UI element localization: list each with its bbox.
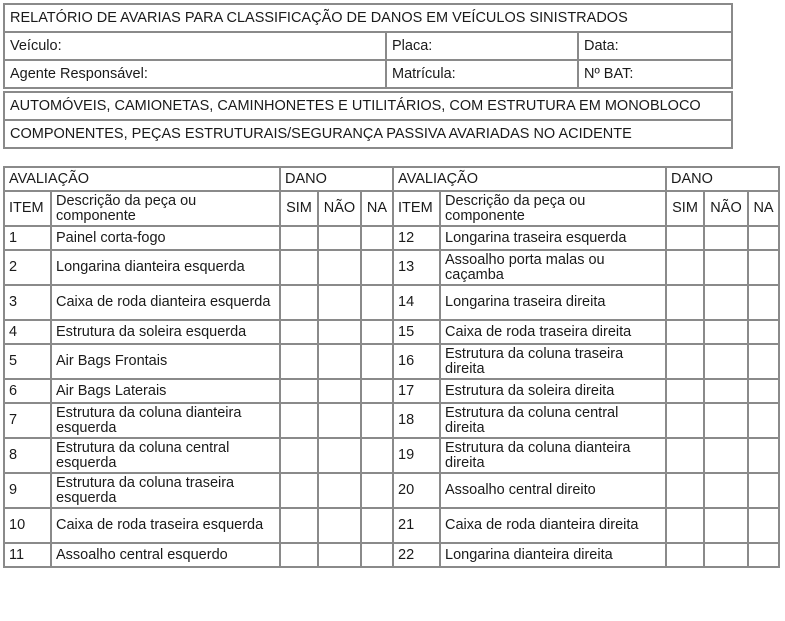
component-description: Caixa de roda dianteira esquerda (51, 285, 280, 320)
table-row (4, 508, 779, 543)
avaliacao-header-left: AVALIAÇÃO (4, 167, 280, 191)
data-field[interactable]: Data: (578, 32, 732, 60)
na-header: NA (748, 191, 779, 226)
na-checkbox[interactable] (361, 379, 393, 403)
nao-checkbox[interactable] (318, 473, 361, 508)
sim-checkbox[interactable] (280, 473, 318, 508)
veiculo-field[interactable]: Veículo: (4, 32, 386, 60)
description-header: Descrição da peça ou componente (51, 191, 280, 226)
na-checkbox[interactable] (748, 379, 779, 403)
na-checkbox[interactable] (361, 226, 393, 250)
item-number: 17 (393, 379, 440, 403)
components-subtitle: COMPONENTES, PEÇAS ESTRUTURAIS/SEGURANÇA PASSIVA AVARIADAS NO ACIDENTE (4, 120, 732, 148)
component-description: Assoalho porta malas ou caçamba (440, 250, 666, 285)
table-row (4, 403, 779, 438)
na-checkbox[interactable] (748, 226, 779, 250)
item-number: 7 (4, 403, 51, 438)
vehicle-category: AUTOMÓVEIS, CAMIONETAS, CAMINHONETES E UTILITÁRIOS, COM ESTRUTURA EM MONOBLOCO (4, 92, 732, 120)
component-description: Estrutura da soleira direita (440, 379, 666, 403)
sim-checkbox[interactable] (666, 543, 704, 567)
report-header (3, 3, 733, 149)
na-checkbox[interactable] (748, 508, 779, 543)
table-row (4, 320, 779, 344)
component-description: Caixa de roda dianteira direita (440, 508, 666, 543)
component-description: Estrutura da soleira esquerda (51, 320, 280, 344)
table-row (4, 250, 779, 285)
component-description: Caixa de roda traseira esquerda (51, 508, 280, 543)
component-description: Longarina traseira direita (440, 285, 666, 320)
sim-checkbox[interactable] (280, 285, 318, 320)
nao-checkbox[interactable] (704, 250, 748, 285)
item-number: 3 (4, 285, 51, 320)
item-number: 16 (393, 344, 440, 379)
sim-checkbox[interactable] (666, 403, 704, 438)
sim-checkbox[interactable] (666, 379, 704, 403)
item-number: 15 (393, 320, 440, 344)
component-description: Estrutura da coluna traseira direita (440, 344, 666, 379)
component-description: Caixa de roda traseira direita (440, 320, 666, 344)
nao-checkbox[interactable] (318, 543, 361, 567)
sim-checkbox[interactable] (280, 379, 318, 403)
item-number: 14 (393, 285, 440, 320)
na-checkbox[interactable] (748, 473, 779, 508)
table-row (4, 285, 779, 320)
nao-checkbox[interactable] (318, 403, 361, 438)
na-checkbox[interactable] (748, 250, 779, 285)
nao-checkbox[interactable] (704, 379, 748, 403)
nao-checkbox[interactable] (318, 508, 361, 543)
nao-checkbox[interactable] (704, 344, 748, 379)
item-number: 11 (4, 543, 51, 567)
dano-header-right: DANO (666, 167, 779, 191)
component-description: Estrutura da coluna dianteira esquerda (51, 403, 280, 438)
component-description: Longarina dianteira direita (440, 543, 666, 567)
item-number: 12 (393, 226, 440, 250)
nao-checkbox[interactable] (704, 508, 748, 543)
table-row (4, 344, 779, 379)
item-number: 1 (4, 226, 51, 250)
component-description: Assoalho central direito (440, 473, 666, 508)
item-header: ITEM (393, 191, 440, 226)
na-header: NA (361, 191, 393, 226)
item-number: 5 (4, 344, 51, 379)
na-checkbox[interactable] (361, 473, 393, 508)
sim-checkbox[interactable] (666, 438, 704, 473)
nao-checkbox[interactable] (318, 344, 361, 379)
table-row (4, 473, 779, 508)
damage-assessment-table (3, 166, 780, 568)
table-row (4, 543, 779, 567)
sim-checkbox[interactable] (280, 226, 318, 250)
item-number: 8 (4, 438, 51, 473)
nao-checkbox[interactable] (318, 250, 361, 285)
dano-header-left: DANO (280, 167, 393, 191)
sim-checkbox[interactable] (280, 508, 318, 543)
sim-header: SIM (280, 191, 318, 226)
sim-checkbox[interactable] (280, 438, 318, 473)
report-title: RELATÓRIO DE AVARIAS PARA CLASSIFICAÇÃO DE DANOS EM VEÍCULOS SINISTRADOS (4, 4, 732, 32)
sim-checkbox[interactable] (280, 320, 318, 344)
item-number: 2 (4, 250, 51, 285)
nao-checkbox[interactable] (704, 226, 748, 250)
na-checkbox[interactable] (361, 344, 393, 379)
na-checkbox[interactable] (748, 543, 779, 567)
item-number: 18 (393, 403, 440, 438)
component-description: Estrutura da coluna central direita (440, 403, 666, 438)
sim-checkbox[interactable] (666, 508, 704, 543)
sim-checkbox[interactable] (280, 344, 318, 379)
na-checkbox[interactable] (748, 344, 779, 379)
nao-checkbox[interactable] (704, 473, 748, 508)
nao-checkbox[interactable] (318, 285, 361, 320)
item-number: 19 (393, 438, 440, 473)
sim-checkbox[interactable] (666, 226, 704, 250)
na-checkbox[interactable] (361, 285, 393, 320)
table-row (4, 226, 779, 250)
nao-header: NÃO (704, 191, 748, 226)
nao-checkbox[interactable] (704, 285, 748, 320)
na-checkbox[interactable] (748, 403, 779, 438)
nao-checkbox[interactable] (704, 320, 748, 344)
nao-checkbox[interactable] (704, 403, 748, 438)
matricula-field[interactable]: Matrícula: (386, 60, 578, 88)
sim-checkbox[interactable] (666, 344, 704, 379)
component-description: Estrutura da coluna dianteira direita (440, 438, 666, 473)
nao-checkbox[interactable] (318, 226, 361, 250)
item-number: 4 (4, 320, 51, 344)
item-number: 6 (4, 379, 51, 403)
component-description: Longarina dianteira esquerda (51, 250, 280, 285)
item-number: 22 (393, 543, 440, 567)
na-checkbox[interactable] (748, 320, 779, 344)
bat-number-field[interactable]: Nº BAT: (578, 60, 732, 88)
nao-checkbox[interactable] (318, 438, 361, 473)
sim-checkbox[interactable] (280, 543, 318, 567)
na-checkbox[interactable] (361, 438, 393, 473)
component-description: Estrutura da coluna traseira esquerda (51, 473, 280, 508)
component-description: Air Bags Laterais (51, 379, 280, 403)
item-number: 21 (393, 508, 440, 543)
item-number: 10 (4, 508, 51, 543)
component-description: Estrutura da coluna central esquerda (51, 438, 280, 473)
item-number: 13 (393, 250, 440, 285)
nao-checkbox[interactable] (318, 320, 361, 344)
avaliacao-header-right: AVALIAÇÃO (393, 167, 666, 191)
sim-checkbox[interactable] (666, 473, 704, 508)
na-checkbox[interactable] (361, 508, 393, 543)
item-number: 9 (4, 473, 51, 508)
sim-checkbox[interactable] (280, 403, 318, 438)
sim-checkbox[interactable] (666, 320, 704, 344)
sim-checkbox[interactable] (666, 285, 704, 320)
table-row (4, 379, 779, 403)
item-header: ITEM (4, 191, 51, 226)
component-description: Air Bags Frontais (51, 344, 280, 379)
sim-checkbox[interactable] (666, 250, 704, 285)
description-header: Descrição da peça ou componente (440, 191, 666, 226)
na-checkbox[interactable] (748, 285, 779, 320)
na-checkbox[interactable] (361, 543, 393, 567)
na-checkbox[interactable] (361, 250, 393, 285)
item-number: 20 (393, 473, 440, 508)
component-description: Assoalho central esquerdo (51, 543, 280, 567)
na-checkbox[interactable] (361, 403, 393, 438)
sim-header: SIM (666, 191, 704, 226)
placa-field[interactable]: Placa: (386, 32, 578, 60)
nao-checkbox[interactable] (318, 379, 361, 403)
na-checkbox[interactable] (748, 438, 779, 473)
component-description: Longarina traseira esquerda (440, 226, 666, 250)
table-row (4, 438, 779, 473)
sim-checkbox[interactable] (280, 250, 318, 285)
nao-header: NÃO (318, 191, 361, 226)
component-description: Painel corta-fogo (51, 226, 280, 250)
agente-responsavel-field[interactable]: Agente Responsável: (4, 60, 386, 88)
nao-checkbox[interactable] (704, 438, 748, 473)
na-checkbox[interactable] (361, 320, 393, 344)
nao-checkbox[interactable] (704, 543, 748, 567)
